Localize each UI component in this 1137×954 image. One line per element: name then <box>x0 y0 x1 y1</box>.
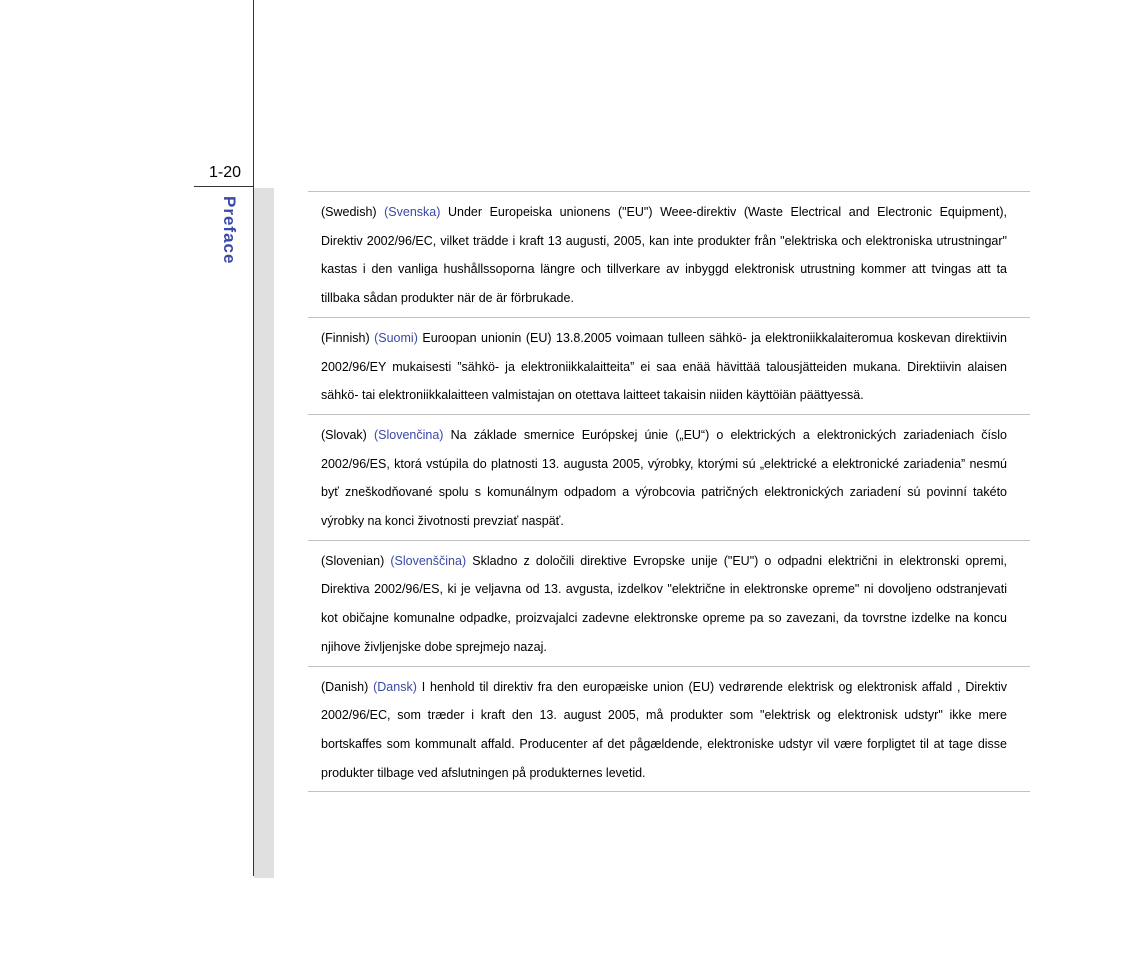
entry-text: Na základe smernice Európskej únie („EU“) o elektrických a elektronických zariadeniach číslo 2002/96/ES, ktorá vstúpila do platnosti 13. augusta 2005, výrobky, ktorými sú „elektrické a elektronické zariadenia” nesmú byť zneškodňované spolu s komunálnym odpadom a výrobcovia patričných elektronických zariadení sú povinní takéto výrobky na konci životnosti prevziať naspäť. <box>321 427 1008 529</box>
language-name: (Finnish) <box>321 330 370 345</box>
page-number: 1-20 <box>209 164 242 181</box>
language-name: (Danish) <box>321 679 369 694</box>
language-native-name: (Slovenščina) <box>390 553 467 568</box>
weee-statement-list <box>308 191 1030 792</box>
entry-finnish <box>308 318 1030 415</box>
entry-slovenian <box>308 541 1030 667</box>
language-native-name: (Suomi) <box>374 330 418 345</box>
entry-swedish <box>308 192 1030 318</box>
page-number-rule <box>194 186 254 187</box>
language-name: (Swedish) <box>321 205 377 219</box>
entry-paragraph <box>321 421 1007 536</box>
language-native-name: (Slovenčina) <box>373 427 444 442</box>
language-native-name: (Dansk) <box>373 679 417 694</box>
entry-paragraph <box>321 673 1007 788</box>
entry-text: I henhold til direktiv fra den europæiske union (EU) vedrørende elektrisk og elektronisk affald , Direktiv 2002/96/EC, som træder i kraft den 13. august 2005, må produkter som "elektrisk og elektronisk udstyr" ikke mere bortskaffes som kommunalt affald. Producenter af det pågældende, elektroniske udstyr vil være forpligtet til at tage disse produkter tilbage ved afslutningen på produkternes levetid. <box>321 679 1007 780</box>
entry-paragraph <box>321 324 1007 410</box>
entry-slovak <box>308 415 1030 541</box>
language-native-name: (Svenska) <box>384 205 441 219</box>
language-name: (Slovenian) <box>321 553 385 568</box>
entry-paragraph <box>321 547 1007 662</box>
entry-text: Under Europeiska unionens ("EU") Weee-direktiv (Waste Electrical and Electronic Equipment), Direktiv 2002/96/EC, vilket trädde i kraft 13 augusti, 2005, kan inte produkter från "elektriska och elektroniska utrustningar" kastas i den vanliga hushållssoporna längre och tillverkare av inbyggd elektronisk utrustning kommer att tvingas att ta tillbaka sådan produkter när de är förbrukade. <box>321 205 1007 306</box>
entry-danish <box>308 667 1030 793</box>
section-label: Preface <box>220 196 239 265</box>
entry-text: Skladno z določili direktive Evropske unije ("EU") o odpadni električni in elektronski opremi, Direktiva 2002/96/ES, ki je veljavna od 13. avgusta, izdelkov "električne in elektronske opreme" ni dovoljeno odstranjevati kot običajne komunalne odpadke, proizvajalci zadevne elektronske opreme pa so zavezani, da tovrstne izdelke na koncu njihove življenjske dobe sprejmejo nazaj. <box>321 553 1007 654</box>
entry-text: Euroopan unionin (EU) 13.8.2005 voimaan tulleen sähkö- ja elektroniikkalaiteromua koskevan direktiivin 2002/96/EY mukaisesti ”sähkö- ja elektroniikkalaitteita” ei saa enää hävittää talousjätteiden mukana. Direktiivin alaisen sähkö- tai elektroniikkalaitteen valmistajan on otettava laitteet takaisin niiden käyttöiän päättyessä. <box>321 330 1007 403</box>
language-name: (Slovak) <box>321 427 367 442</box>
entry-paragraph <box>321 198 1007 313</box>
sidebar-bar <box>254 188 274 878</box>
